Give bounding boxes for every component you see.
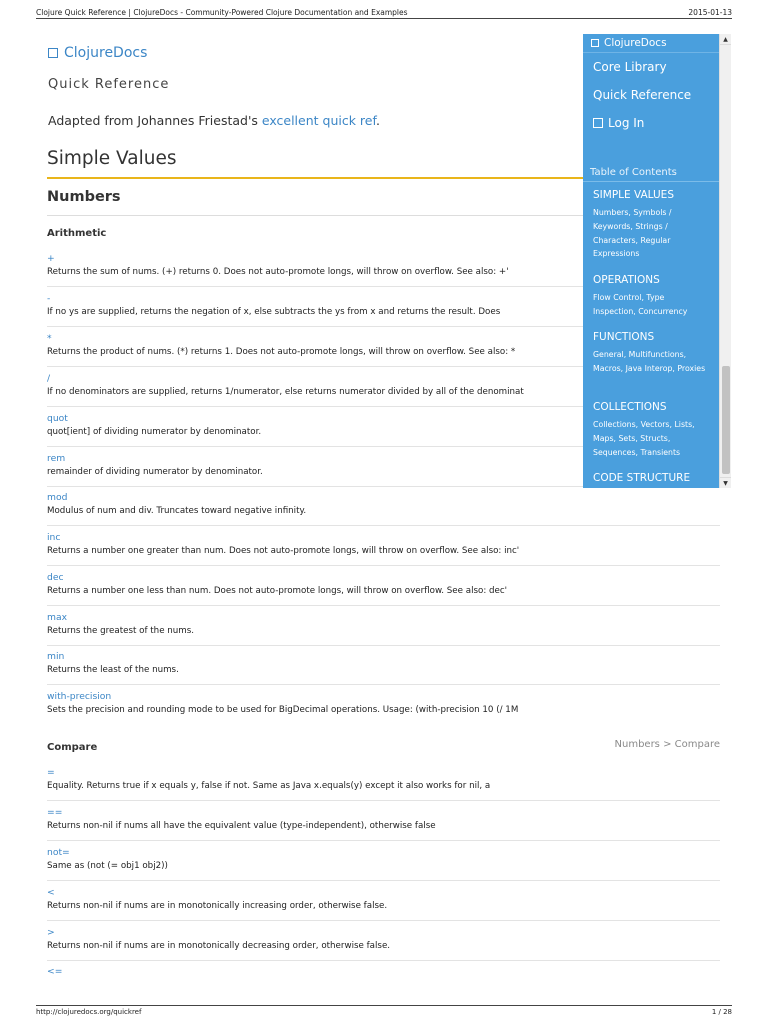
entry-divider [47, 645, 720, 646]
fn-description: Returns the sum of nums. (+) returns 0. Does not auto-promote longs, will throw on overflow. See also: +' [47, 267, 509, 277]
fn-link[interactable]: <= [47, 966, 63, 977]
toc-section-collections[interactable]: COLLECTIONS [593, 401, 667, 413]
fn-link[interactable]: / [47, 373, 51, 384]
log-in-label: Log In [608, 116, 645, 130]
scrollbar-thumb[interactable] [722, 366, 730, 474]
fn-description: Returns non-nil if nums are in monotonically increasing order, otherwise false. [47, 901, 388, 911]
fn-link[interactable]: * [47, 333, 52, 344]
print-footer-page: 1 / 28 [711, 1008, 732, 1016]
sidebar-scrollbar[interactable] [719, 34, 731, 488]
numbers-heading: Numbers [47, 189, 121, 205]
compare-heading: Compare [47, 742, 98, 753]
fn-link[interactable]: > [47, 927, 55, 938]
fn-description: quot[ient] of dividing numerator by denominator. [47, 427, 262, 437]
print-footer [36, 1008, 732, 1018]
scroll-up-arrow-icon[interactable]: ▲ [720, 34, 731, 45]
arithmetic-heading: Arithmetic [47, 228, 107, 239]
list-item [47, 767, 720, 801]
toc-divider [583, 181, 719, 182]
fn-description: Same as (not (= obj1 obj2)) [47, 861, 168, 871]
fn-link[interactable]: == [47, 807, 63, 818]
clipped-page-title: Quick Reference [48, 77, 170, 92]
toc-subsections-functions[interactable]: General, Multifunctions, Macros, Java Interop, Proxies [593, 350, 706, 373]
entry-divider [47, 880, 720, 881]
print-header-date: 2015-01-13 [688, 8, 732, 17]
print-header-title: Clojure Quick Reference | ClojureDocs - Community-Powered Clojure Documentation and Examples [36, 8, 408, 17]
fn-link[interactable]: max [47, 612, 68, 623]
list-item [47, 847, 720, 881]
fn-link[interactable]: not= [47, 847, 70, 858]
sidebar-item-log-in[interactable] [593, 116, 644, 130]
list-item [47, 532, 720, 566]
fn-description: remainder of dividing numerator by denominator. [47, 467, 263, 477]
sidebar-item-quick-reference[interactable]: Quick Reference [593, 88, 692, 102]
sidebar-brand-divider [583, 52, 719, 53]
toc-title: Table of Contents [590, 167, 677, 178]
entry-divider [47, 800, 720, 801]
entry-divider [47, 684, 720, 685]
excellent-quick-ref-link[interactable]: excellent quick ref [261, 113, 376, 128]
fn-link[interactable]: < [47, 887, 55, 898]
sidebar-brand-text: ClojureDocs [604, 37, 667, 49]
fn-description: Returns a number one greater than num. Does not auto-promote longs, will throw on overflow. See also: inc' [47, 546, 520, 556]
print-footer-url: http://clojuredocs.org/quickref [36, 1008, 142, 1016]
list-item [47, 651, 720, 685]
list-item [47, 927, 720, 961]
fn-link[interactable]: - [47, 293, 51, 304]
fn-link[interactable]: mod [47, 492, 68, 503]
simple-values-divider [47, 177, 583, 179]
fn-description: Returns a number one less than num. Does not auto-promote longs, will throw on overflow. See also: dec' [47, 586, 508, 596]
entry-divider [47, 840, 720, 841]
print-header-divider [36, 18, 732, 19]
sidebar-logo-link[interactable] [591, 37, 667, 49]
fn-description: If no denominators are supplied, returns 1/numerator, else returns numerator divided by all of the denominat [47, 387, 524, 397]
toc-subsections-collections[interactable]: Collections, Vectors, Lists, Maps, Sets, Structs, Sequences, Transients [593, 420, 695, 457]
fn-link[interactable]: min [47, 651, 65, 662]
logo-square-icon [48, 48, 58, 58]
toc-subsections-simple-values[interactable]: Numbers, Symbols / Keywords, Strings / Characters, Regular Expressions [593, 208, 672, 259]
fn-description: Returns non-nil if nums all have the equivalent value (type-independent), otherwise false [47, 821, 436, 831]
list-item [47, 887, 720, 921]
entry-divider [47, 960, 720, 961]
fn-description: Equality. Returns true if x equals y, false if not. Same as Java x.equals(y) except it also works for nil, a [47, 781, 491, 791]
fn-description: Returns the product of nums. (*) returns 1. Does not auto-promote longs, will throw on overflow. See also: * [47, 347, 516, 357]
print-footer-divider [36, 1005, 732, 1006]
fn-description: If no ys are supplied, returns the negation of x, else subtracts the ys from x and returns the result. Does [47, 307, 501, 317]
compare-breadcrumb[interactable]: Numbers > Compare [614, 739, 720, 750]
toc-section-simple-values[interactable]: SIMPLE VALUES [593, 189, 674, 201]
entry-divider [47, 565, 720, 566]
toc-section-code-structure[interactable]: CODE STRUCTURE [593, 472, 691, 484]
numbers-divider [47, 215, 583, 216]
fn-description: Sets the precision and rounding mode to be used for BigDecimal operations. Usage: (with-precision 10 (/ 1M [47, 705, 519, 715]
login-square-icon [593, 118, 603, 128]
list-item [47, 612, 720, 646]
fn-description: Returns the least of the nums. [47, 665, 179, 675]
fn-link[interactable]: inc [47, 532, 61, 543]
fn-link[interactable]: with-precision [47, 691, 112, 702]
sidebar-nav [583, 34, 719, 488]
toc-subsections-operations[interactable]: Flow Control, Type Inspection, Concurrency [593, 293, 688, 316]
sidebar-item-core-library[interactable]: Core Library [593, 60, 667, 74]
entry-divider [47, 525, 720, 526]
site-logo-link[interactable] [48, 45, 147, 61]
entry-divider [47, 920, 720, 921]
list-item [47, 807, 720, 841]
list-item [47, 691, 720, 716]
scroll-down-arrow-icon[interactable]: ▼ [720, 477, 731, 488]
fn-description: Modulus of num and div. Truncates toward negative infinity. [47, 506, 307, 516]
fn-link[interactable]: quot [47, 413, 68, 424]
fn-link[interactable]: rem [47, 453, 66, 464]
intro-text: Adapted from Johannes Friestad's excellent quick ref. [48, 113, 380, 128]
simple-values-heading: Simple Values [47, 148, 177, 169]
fn-link[interactable]: + [47, 253, 55, 264]
logo-square-icon [591, 39, 599, 47]
entry-divider [47, 605, 720, 606]
fn-description: Returns the greatest of the nums. [47, 626, 195, 636]
fn-description: Returns non-nil if nums are in monotonically decreasing order, otherwise false. [47, 941, 391, 951]
site-brand-text: ClojureDocs [64, 45, 148, 61]
list-item [47, 492, 720, 526]
list-item [47, 966, 720, 978]
toc-section-operations[interactable]: OPERATIONS [593, 274, 660, 286]
toc-section-functions[interactable]: FUNCTIONS [593, 331, 655, 343]
fn-link[interactable]: = [47, 767, 55, 778]
list-item [47, 572, 720, 606]
fn-link[interactable]: dec [47, 572, 64, 583]
